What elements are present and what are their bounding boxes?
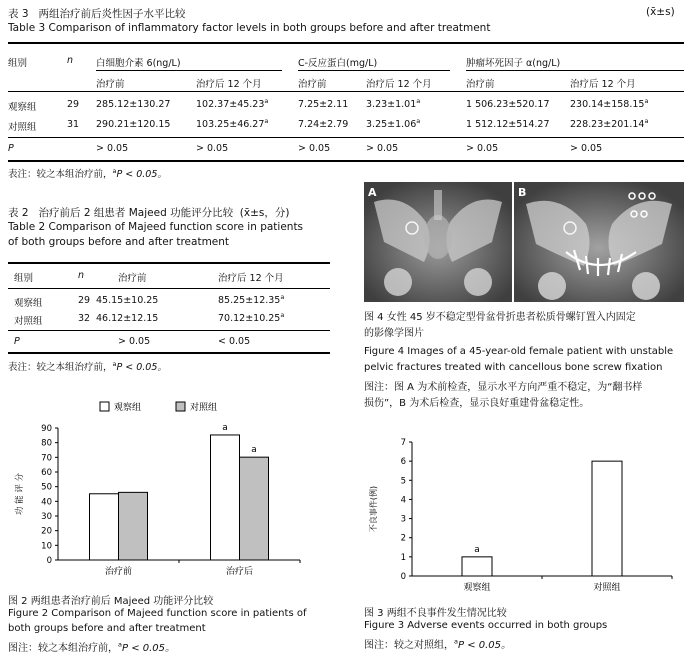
figure-3-caption-en: Figure 3 Adverse events occurred in both groups [364, 620, 608, 631]
table-3-header-tnf-before: 治疗前 [466, 79, 495, 90]
figure-2-caption-cn: 图 2 两组患者治疗前后 Majeed 功能评分比较 [8, 596, 214, 607]
y-tick-label: 0 [46, 556, 52, 566]
x-tick-label: 观察组 [463, 583, 491, 593]
table-3-crp-subrule [298, 70, 450, 71]
table-2-header-n: n [78, 270, 85, 281]
table-3-body-rule [8, 137, 684, 138]
table-3-note: 表注：较之本组治疗前，$^a$P < 0.05。 [8, 166, 167, 180]
bar-control [240, 457, 269, 560]
y-tick-label: 50 [41, 482, 52, 493]
table-2-top-rule [8, 262, 330, 264]
y-axis-label: 功 能 评 分 [15, 472, 25, 516]
x-tick-label: 治疗前 [104, 567, 133, 577]
table-3-row-2-crp-after: 3.25±1.06$^a$ [366, 116, 421, 130]
table-2-header-before: 治疗前 [118, 273, 147, 284]
table-3-p-crp-before: > 0.05 [298, 143, 331, 154]
figure-4-caption-cn-1: 图 4 女性 45 岁不稳定型骨盆骨折患者松质骨螺钉置入内固定 [364, 312, 636, 323]
table-3-header-n: n [67, 55, 74, 66]
figure-3-chart [364, 430, 684, 598]
table-2-title-en-2: of both groups before and after treatment [8, 236, 230, 248]
table-3-row-1-crp-after: 3.23±1.01$^a$ [366, 96, 421, 110]
table-3-header-il6-before: 治疗前 [96, 79, 125, 90]
table-2-row-2-group: 对照组 [14, 316, 43, 327]
table-3-label: 表 3 [8, 8, 29, 20]
table-2-unit-mark: (x̄±s，分) [239, 207, 290, 219]
y-tick-label: 10 [41, 541, 52, 552]
table-2-p-before: > 0.05 [118, 336, 151, 347]
table-2-p-label: P [14, 336, 20, 347]
bar-annotation: a [251, 445, 257, 456]
legend-label: 对照组 [190, 403, 218, 413]
table-3-row-1-tnf-before: 1 506.23±520.17 [466, 99, 550, 110]
y-tick-label: 1 [400, 552, 406, 563]
figure-2-caption-en-2: both groups before and after treatment [8, 623, 206, 634]
table-3-title-en: Table 3 Comparison of inflammatory factor levels in both groups before and after treatment [8, 22, 491, 34]
bar-observation [90, 494, 119, 560]
y-tick-label: 40 [41, 497, 52, 508]
table-3-row-1-crp-before: 7.25±2.11 [298, 99, 349, 110]
table-2-header-after: 治疗后 12 个月 [218, 273, 284, 284]
table-2-title-en-1: Table 2 Comparison of Majeed function score in patients [8, 221, 304, 233]
y-tick-label: 2 [400, 533, 406, 544]
table-3-p-crp-after: > 0.05 [366, 143, 399, 154]
table-2-bottom-rule [8, 352, 330, 354]
table-3-row-2-tnf-after: 228.23±201.14$^a$ [570, 116, 649, 130]
panel-b-label: B [518, 186, 527, 199]
table-2-header-rule [8, 288, 330, 289]
bar-observation [462, 557, 492, 576]
table-2-title-text: 治疗前后 2 组患者 Majeed 功能评分比较 [38, 207, 234, 219]
table-2-header-group: 组别 [14, 273, 34, 284]
table-3-header-crp-before: 治疗前 [298, 79, 327, 90]
table-3-row-2-n: 31 [67, 119, 80, 130]
y-tick-label: 70 [41, 453, 52, 464]
y-tick-label: 3 [400, 514, 406, 525]
table-3-row-1-tnf-after: 230.14±158.15$^a$ [570, 96, 649, 110]
table-3-p-il6-before: > 0.05 [96, 143, 129, 154]
table-3-top-rule [8, 42, 684, 44]
table-3-header-il6-after: 治疗后 12 个月 [196, 79, 262, 90]
table-2-row-2-n: 32 [78, 313, 91, 324]
table-3-header-rule [8, 91, 684, 92]
table-3-tnf-subrule [466, 70, 684, 71]
table-2-row-1-before: 45.15±10.25 [96, 295, 159, 306]
figure-2-chart [8, 396, 308, 584]
table-3-header-crp: C-反应蛋白(mg/L) [298, 58, 378, 69]
table-3-row-2-crp-before: 7.24±2.79 [298, 119, 349, 130]
table-3-header-il6: 白细胞介素 6(ng/L) [96, 58, 181, 69]
y-tick-label: 20 [41, 526, 52, 537]
table-3-p-il6-after: > 0.05 [196, 143, 229, 154]
table-2-row-1-group: 观察组 [14, 298, 43, 309]
figure-4-caption-cn-2: 的影像学图片 [364, 328, 424, 339]
y-tick-label: 30 [41, 512, 52, 522]
table-2-label: 表 2 [8, 207, 29, 219]
bar-observation [211, 435, 240, 560]
legend-swatch [176, 402, 185, 411]
figure-4-caption-en-1: Figure 4 Images of a 45-year-old female patient with unstable [364, 346, 674, 357]
table-2-row-2-before: 46.12±12.15 [96, 313, 159, 324]
table-2-p-after: < 0.05 [218, 336, 251, 347]
xray-preoperative [364, 182, 512, 302]
table-2-row-2-after: 70.12±10.25$^a$ [218, 310, 285, 324]
table-3-bottom-rule [8, 160, 684, 162]
table-3-title-text: 两组治疗前后炎性因子水平比较 [38, 8, 186, 20]
x-tick-label: 治疗后 [225, 567, 254, 577]
table-3-header-tnf-after: 治疗后 12 个月 [570, 79, 636, 90]
figure-2-caption-en-1: Figure 2 Comparison of Majeed function score in patients of [8, 608, 307, 619]
figure-4-note-2: 损伤”，B 为术后检查，显示良好重建骨盆稳定性。 [364, 398, 590, 409]
table-3-row-1-il6-after: 102.37±45.23$^a$ [196, 96, 269, 110]
table-3-row-2-group: 对照组 [8, 122, 37, 133]
y-tick-label: 60 [41, 468, 52, 478]
y-tick-label: 0 [400, 572, 406, 582]
figure-3-note: 图注：较之对照组，$^a$P < 0.05。 [364, 637, 512, 651]
table-3-row-1-n: 29 [67, 99, 80, 110]
table-2-row-1-after: 85.25±12.35$^a$ [218, 292, 285, 306]
x-tick-label: 对照组 [593, 583, 621, 593]
y-axis-label: 不良事件(例) [369, 485, 378, 533]
table-3-header-group: 组别 [8, 58, 28, 69]
xray-a-illustration [364, 182, 512, 302]
table-3-row-1-group: 观察组 [8, 102, 37, 113]
table-3-p-tnf-before: > 0.05 [466, 143, 499, 154]
bar-control [592, 461, 622, 576]
figure-4-caption-en-2: pelvic fractures treated with cancellous bone screw fixation [364, 362, 663, 373]
legend-swatch [100, 402, 109, 411]
table-3-p-tnf-after: > 0.05 [570, 143, 603, 154]
y-tick-label: 90 [41, 424, 52, 434]
table-3-header-crp-after: 治疗后 12 个月 [366, 79, 432, 90]
y-tick-label: 80 [41, 438, 52, 449]
table-3-p-label: P [8, 143, 14, 154]
y-tick-label: 4 [400, 495, 406, 506]
table-3-unit-mark: (x̄±s) [646, 6, 675, 18]
table-2-body-rule [8, 330, 330, 331]
bar-annotation: a [474, 544, 480, 555]
legend-label: 观察组 [114, 403, 142, 413]
bar-control [119, 492, 148, 560]
table-2-title-cn [8, 205, 289, 220]
table-3-il6-subrule [96, 70, 282, 71]
figure-3-caption-cn: 图 3 两组不良事件发生情况比较 [364, 608, 507, 619]
y-tick-label: 7 [400, 438, 406, 448]
y-tick-label: 5 [400, 476, 406, 487]
table-3-header-tnf: 肿瘤坏死因子 α(ng/L) [466, 58, 561, 69]
xray-postoperative [514, 182, 684, 302]
figure-2-note: 图注：较之本组治疗前，$^a$P < 0.05。 [8, 640, 176, 654]
figure-4-note-1: 图注：图 A 为术前检查，显示水平方向严重不稳定，为“翻书样 [364, 382, 643, 393]
table-2-note: 表注：较之本组治疗前，$^a$P < 0.05。 [8, 359, 167, 373]
table-3-row-1-il6-before: 285.12±130.27 [96, 99, 171, 110]
table-2-row-1-n: 29 [78, 295, 91, 306]
table-3-row-2-il6-after: 103.25±46.27$^a$ [196, 116, 269, 130]
table-3-row-2-tnf-before: 1 512.12±514.27 [466, 119, 550, 130]
y-tick-label: 6 [400, 457, 406, 468]
panel-a-label: A [368, 186, 377, 199]
table-3-title-cn [8, 6, 186, 21]
xray-b-illustration [514, 182, 684, 302]
table-3-row-2-il6-before: 290.21±120.15 [96, 119, 171, 130]
bar-annotation: a [222, 422, 228, 433]
